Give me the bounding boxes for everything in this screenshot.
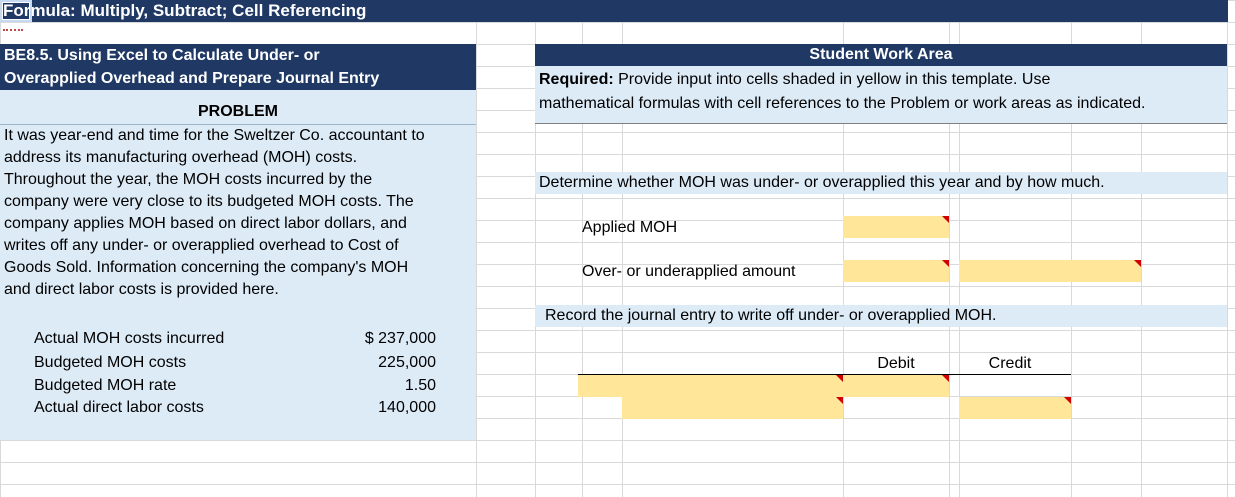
item-label-actual-moh: Actual MOH costs incurred: [34, 330, 225, 347]
problem-section-title: PROBLEM: [198, 103, 278, 120]
item-value-actual-moh: $ 237,000: [364, 330, 436, 347]
required-text-1: Provide input into cells shaded in yellow in this template. Use: [613, 71, 1051, 88]
active-cell-selection[interactable]: [0, 0, 32, 22]
journal-credit-account-input[interactable]: [622, 397, 843, 419]
journal-debit-amount-input[interactable]: [843, 375, 949, 397]
grid-column-line: [476, 0, 477, 497]
grid-column-line: [1227, 0, 1228, 497]
item-value-moh-rate: 1.50: [404, 377, 436, 394]
required-label: Required:: [539, 71, 614, 88]
instruction-under-over: Determine whether MOH was under- or overapplied this year and by how much.: [535, 172, 1227, 194]
problem-text-line: It was year-end and time for the Sweltzer Co. accountant to: [4, 127, 425, 144]
applied-moh-label: Applied MOH: [582, 219, 678, 236]
applied-moh-input[interactable]: [843, 216, 949, 238]
item-value-budgeted-moh: 225,000: [378, 354, 436, 371]
problem-header-line-1: BE8.5. Using Excel to Calculate Under- or: [4, 47, 320, 64]
problem-header-line-2: Overapplied Overhead and Prepare Journal Entry: [4, 70, 380, 87]
required-line-1: [539, 68, 1223, 92]
credit-column-header: Credit: [988, 355, 1032, 372]
debit-column-header: Debit: [877, 355, 915, 372]
item-label-moh-rate: Budgeted MOH rate: [34, 377, 177, 394]
item-label-budgeted-moh: Budgeted MOH costs: [34, 354, 187, 371]
journal-debit-account-input[interactable]: [578, 375, 843, 397]
required-instructions: [535, 66, 1227, 124]
problem-text-line: and direct labor costs is provided here.: [4, 281, 279, 298]
item-label-direct-labor: Actual direct labor costs: [34, 399, 204, 416]
instruction-journal-entry: Record the journal entry to write off under- or overapplied MOH.: [535, 305, 1227, 327]
problem-text-line: writes off any under- or overapplied overhead to Cost of: [4, 237, 399, 254]
required-line-2: mathematical formulas with cell references to the Problem or work areas as indicated.: [539, 95, 1146, 112]
over-under-label: Over- or underapplied amount: [582, 263, 796, 280]
problem-text-line: address its manufacturing overhead (MOH) costs.: [4, 149, 358, 166]
problem-text: [4, 125, 476, 301]
journal-credit-amount-input[interactable]: [959, 397, 1071, 419]
problem-text-line: company applies MOH based on direct labor dollars, and: [4, 215, 407, 232]
cell-marker: [3, 29, 23, 31]
problem-text-line: company were very close to its budgeted MOH costs. The: [4, 193, 414, 210]
problem-text-line: Throughout the year, the MOH costs incurred by the: [4, 171, 373, 188]
item-value-direct-labor: 140,000: [378, 399, 436, 416]
sheet-title-banner: Formula: Multiply, Subtract; Cell Referencing: [0, 0, 1228, 22]
problem-header: [0, 44, 476, 90]
over-under-type-input[interactable]: [959, 260, 1141, 282]
problem-text-line: Goods Sold. Information concerning the company's MOH: [4, 259, 409, 276]
work-area-header: Student Work Area: [535, 44, 1227, 66]
over-under-amount-input[interactable]: [843, 260, 949, 282]
